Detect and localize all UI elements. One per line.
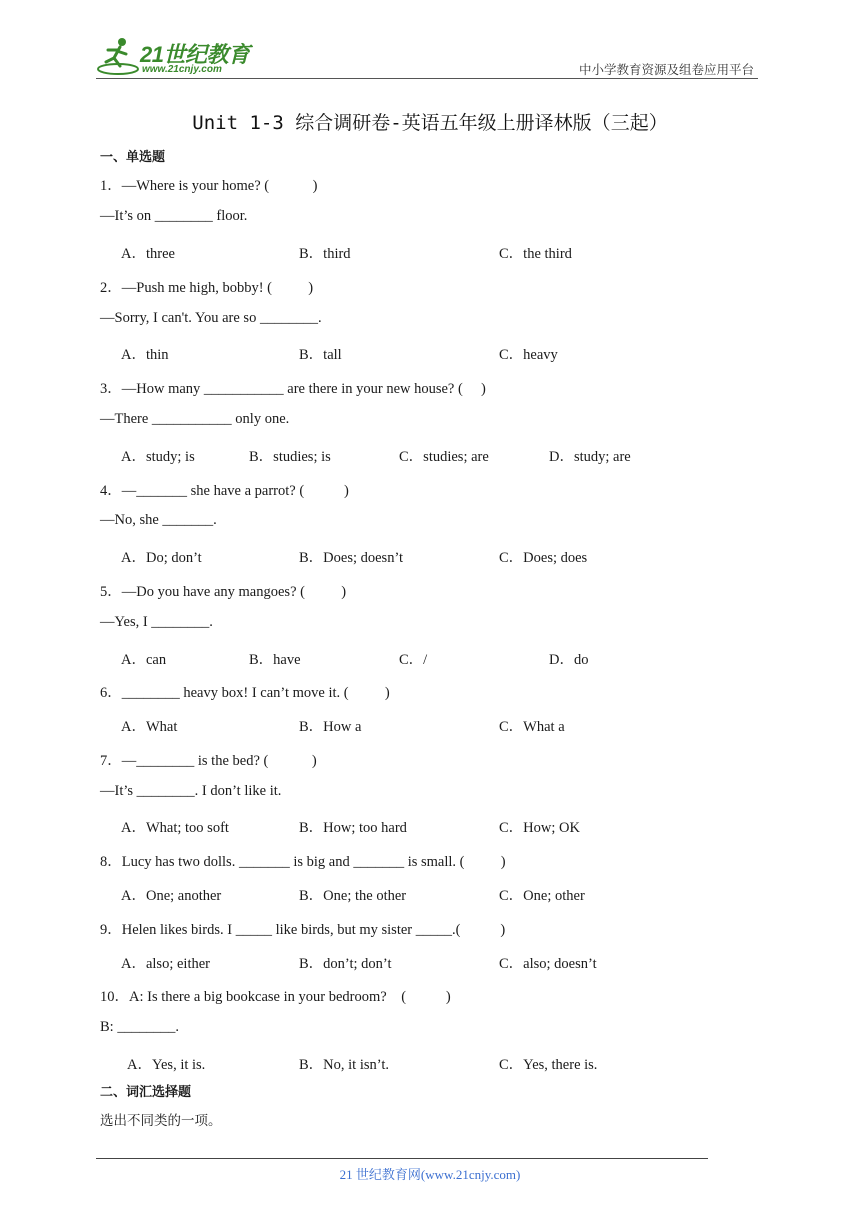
footer-divider <box>96 1158 708 1159</box>
question-3-stem: 3．—How many ___________ are there in your new house? ( ) <box>100 381 486 397</box>
q6-option-c[interactable]: C．What a <box>499 719 565 735</box>
q10-option-b[interactable]: B．No, it isn’t. <box>299 1057 389 1073</box>
q5-option-b[interactable]: B．have <box>249 652 301 668</box>
q9-option-b[interactable]: B．don’t; don’t <box>299 956 392 972</box>
platform-label: 中小学教育资源及组卷应用平台 <box>578 62 754 77</box>
q2-option-c[interactable]: C．heavy <box>499 347 558 363</box>
question-7-stem: 7．—________ is the bed? ( ) <box>100 753 317 769</box>
q6-option-b[interactable]: B．How a <box>299 719 362 735</box>
q7-option-c[interactable]: C．How; OK <box>499 820 580 836</box>
question-2-stem: 2．—Push me high, bobby! ( ) <box>100 280 314 296</box>
section-heading-single-choice: 一、单选题 <box>100 150 166 165</box>
question-1-stem: 1．—Where is your home? ( ) <box>100 178 318 194</box>
q3-option-d[interactable]: D．study; are <box>549 449 631 465</box>
q1-option-c[interactable]: C．the third <box>499 246 572 262</box>
q4-option-c[interactable]: C．Does; does <box>499 550 588 566</box>
q3-option-c[interactable]: C．studies; are <box>399 449 489 465</box>
section-2-instruction: 选出不同类的一项。 <box>100 1113 222 1129</box>
q10-option-a[interactable]: A．Yes, it is. <box>127 1057 206 1073</box>
question-5-stem: 5．—Do you have any mangoes? ( ) <box>100 584 347 600</box>
site-logo <box>96 36 260 78</box>
q8-option-c[interactable]: C．One; other <box>499 888 585 904</box>
q7-option-b[interactable]: B．How; too hard <box>299 820 407 836</box>
q9-option-c[interactable]: C．also; doesn’t <box>499 956 597 972</box>
question-10-stem: 10．A: Is there a big bookcase in your bedroom? ( ) <box>100 989 451 1005</box>
question-4-response: —No, she _______. <box>100 512 217 528</box>
q10-option-c[interactable]: C．Yes, there is. <box>499 1057 598 1073</box>
question-2-response: —Sorry, I can't. You are so ________. <box>100 310 322 326</box>
footer-link[interactable]: 21 世纪教育网(www.21cnjy.com) <box>339 1167 521 1182</box>
q3-option-a[interactable]: A．study; is <box>121 449 195 465</box>
logo-url: www.21cnjy.com <box>142 64 222 75</box>
question-4-stem: 4．—_______ she have a parrot? ( ) <box>100 483 349 499</box>
q5-option-a[interactable]: A．can <box>121 652 167 668</box>
q3-option-b[interactable]: B．studies; is <box>249 449 331 465</box>
q4-option-b[interactable]: B．Does; doesn’t <box>299 550 404 566</box>
q4-option-a[interactable]: A．Do; don’t <box>121 550 202 566</box>
section-heading-vocabulary: 二、词汇选择题 <box>100 1085 192 1100</box>
q1-option-b[interactable]: B．third <box>299 246 351 262</box>
question-1-response: —It’s on ________ floor. <box>100 208 248 224</box>
q9-option-a[interactable]: A．also; either <box>121 956 210 972</box>
question-9-stem: 9．Helen likes birds. I _____ like birds, but my sister _____.( ) <box>100 922 506 938</box>
q6-option-a[interactable]: A．What <box>121 719 178 735</box>
question-3-response: —There ___________ only one. <box>100 411 290 427</box>
logo-text: 21世纪教育 <box>140 42 250 67</box>
page-title: Unit 1-3 综合调研卷-英语五年级上册译林版（三起） <box>192 112 668 134</box>
q2-option-a[interactable]: A．thin <box>121 347 169 363</box>
question-8-stem: 8．Lucy has two dolls. _______ is big and _______ is small. ( ) <box>100 854 506 870</box>
q5-option-c[interactable]: C．/ <box>399 652 428 668</box>
question-7-response: —It’s ________. I don’t like it. <box>100 783 282 799</box>
q7-option-a[interactable]: A．What; too soft <box>121 820 229 836</box>
q8-option-b[interactable]: B．One; the other <box>299 888 407 904</box>
q2-option-b[interactable]: B．tall <box>299 347 342 363</box>
header-divider <box>96 78 758 79</box>
q1-option-a[interactable]: A．three <box>121 246 175 262</box>
question-6-stem: 6．________ heavy box! I can’t move it. ( ) <box>100 685 390 701</box>
q8-option-a[interactable]: A．One; another <box>121 888 222 904</box>
question-10-response: B: ________. <box>100 1019 179 1035</box>
question-5-response: —Yes, I ________. <box>100 614 213 630</box>
runner-logo-icon <box>96 36 140 78</box>
q5-option-d[interactable]: D．do <box>549 652 589 668</box>
